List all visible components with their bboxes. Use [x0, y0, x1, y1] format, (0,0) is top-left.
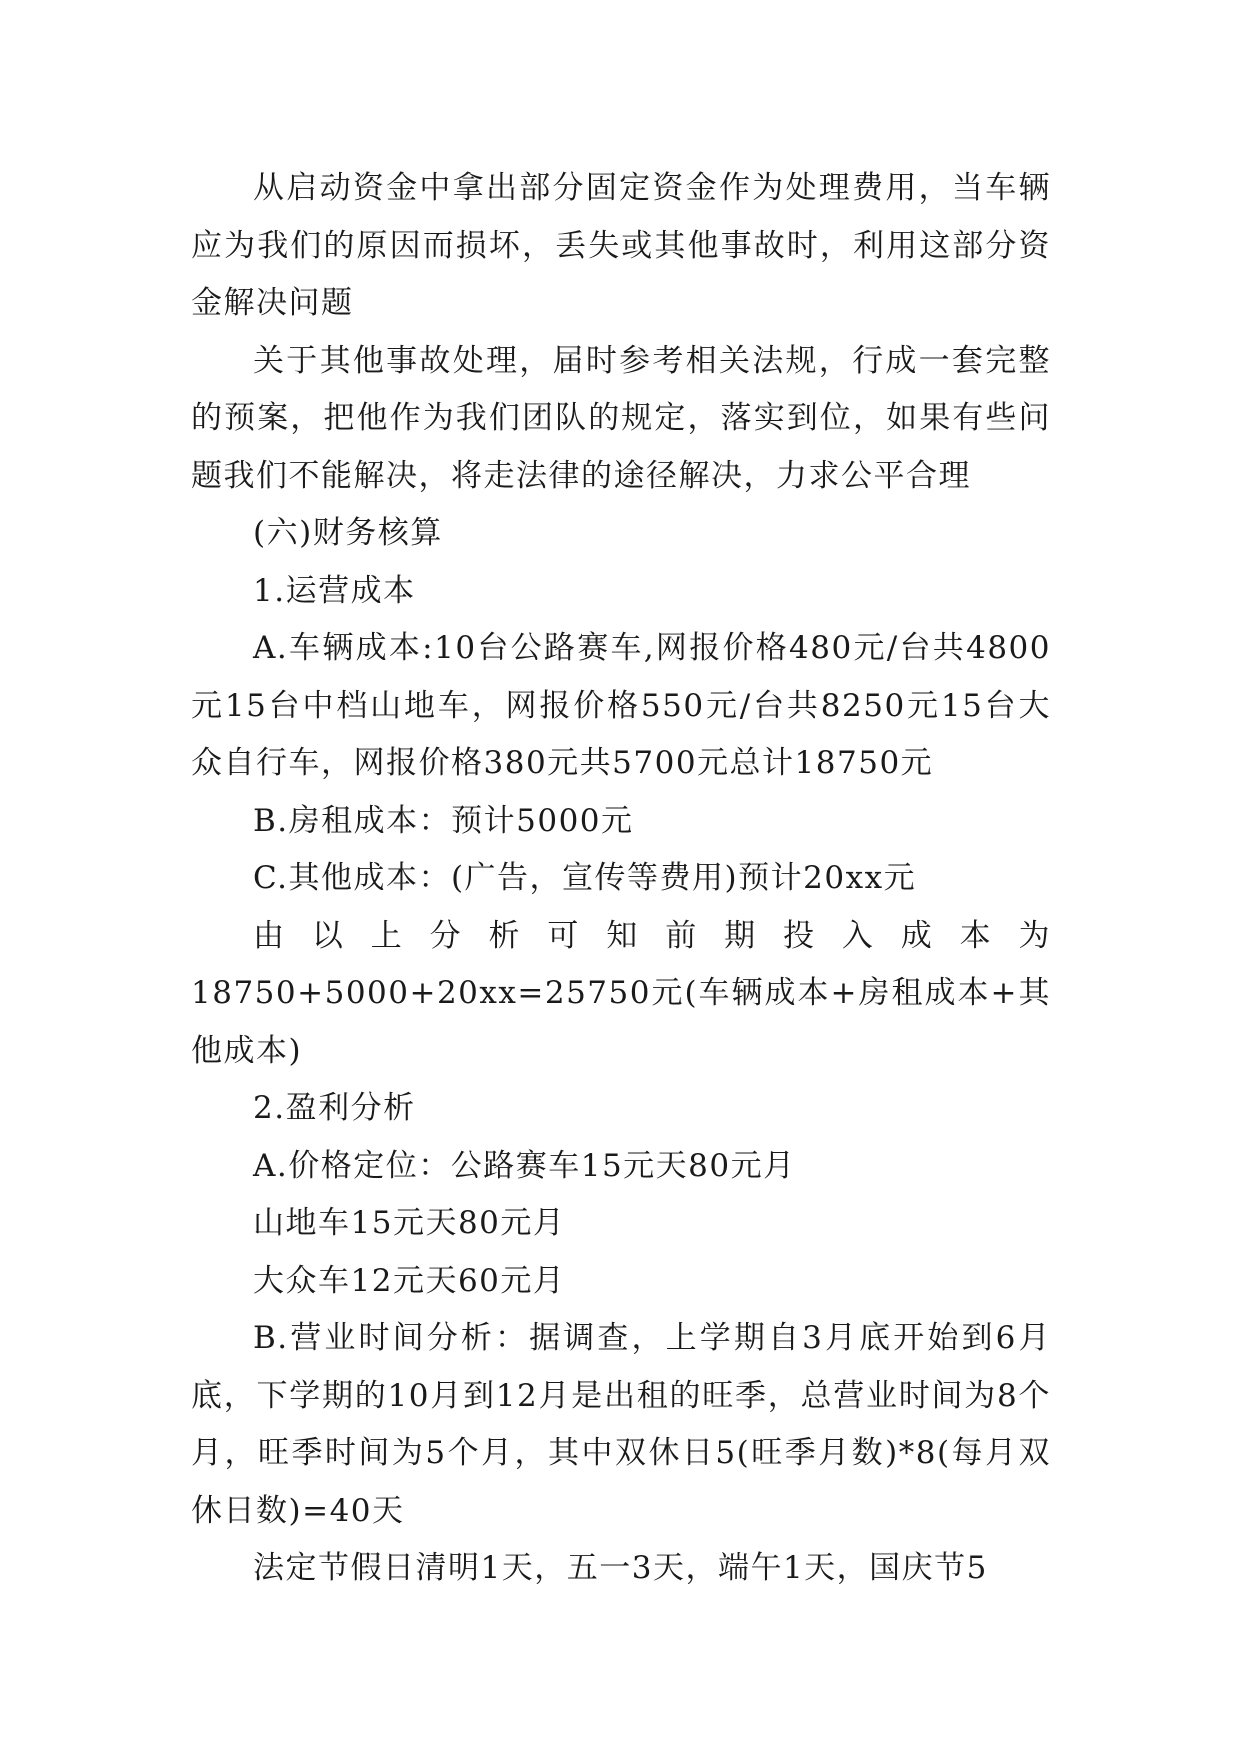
paragraph-accident-handling: 关于其他事故处理，届时参考相关法规，行成一套完整的预案，把他作为我们团队的规定，落实到位，如果有些问题我们不能解决，将走法律的途径解决，力求公平合理 [191, 342, 1051, 494]
paragraph-price-road-bike: A.价格定位：公路赛车15元天80元月 [253, 1147, 796, 1184]
paragraph-rent-cost: B.房租成本：预计5000元 [253, 802, 634, 839]
paragraph-total-cost-formula: 18750+5000+20xx=25750元(车辆成本+房租成本+其他成本) [191, 975, 1051, 1069]
paragraph-vehicle-cost: A.车辆成本:10台公路赛车,网报价格480元/台共4800元15台中档山地车，网报价格550元/台共8250元15台大众自行车，网报价格380元共5700元总计18750元 [191, 630, 1051, 781]
heading-operating-cost: 1.运营成本 [253, 572, 416, 609]
heading-profit-analysis: 2.盈利分析 [253, 1090, 416, 1126]
paragraph-holidays: 法定节假日清明1天，五一3天，端午1天，国庆节5 [253, 1550, 988, 1586]
paragraph-other-cost: C.其他成本：(广告，宣传等费用)预计20xx元 [253, 860, 917, 896]
paragraph-total-cost-intro: 由以上分析可知前期投入成本为 [253, 917, 1051, 954]
paragraph-business-time: B.营业时间分析：据调查，上学期自3月底开始到6月底，下学期的10月到12月是出租的旺季，总营业时间为8个月，旺季时间为5个月，其中双休日5(旺季月数)*8(每月双休日数)=40天 [191, 1320, 1051, 1529]
paragraph-price-mountain-bike: 山地车15元天80元月 [253, 1205, 566, 1241]
paragraph-price-city-bike: 大众车12元天60元月 [253, 1262, 566, 1299]
paragraph-deposit-fund: 从启动资金中拿出部分固定资金作为处理费用，当车辆应为我们的原因而损坏，丢失或其他事故时，利用这部分资金解决问题 [191, 170, 1051, 321]
document-body [191, 160, 1051, 1598]
heading-financial-accounting: (六)财务核算 [253, 515, 443, 551]
